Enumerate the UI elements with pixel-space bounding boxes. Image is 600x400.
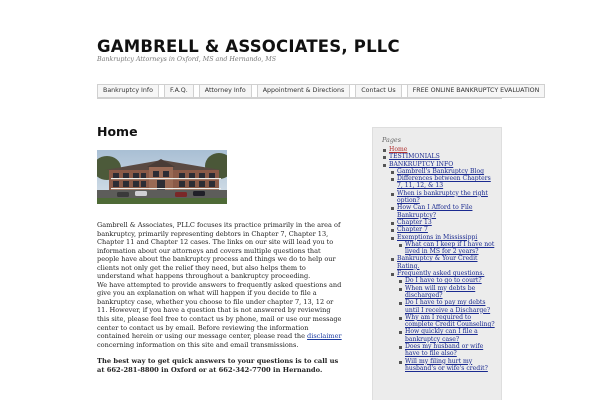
sidebar-link-debts-discharged[interactable]: When will my debts be discharged? (405, 284, 476, 299)
list-item (382, 168, 495, 175)
office-building-photo (97, 150, 227, 204)
list-item (382, 226, 495, 233)
list-item (382, 146, 495, 153)
sidebar-link-chapter-differences[interactable]: Differences between Chapters 7, 11, 12, & 13 (397, 175, 491, 190)
list-item (382, 299, 495, 314)
nav-attorney-info[interactable]: Attorney Info (200, 85, 252, 98)
site-description: Bankruptcy Attorneys in Oxford, MS and Hernando, MS (97, 56, 277, 63)
list-item (382, 358, 495, 373)
list-item (382, 270, 495, 277)
site-title[interactable]: GAMBRELL & ASSOCIATES, PLLC (97, 37, 400, 56)
sidebar-link-right-option[interactable]: When is bankruptcy the right option? (397, 189, 488, 205)
list-item (382, 255, 495, 270)
disclaimer-link[interactable]: disclaimer (307, 332, 342, 341)
sidebar-link-not-lived-in-ms[interactable]: What can I keep if I have not lived in MS for 2 years? (405, 240, 495, 256)
office-building-image (97, 150, 227, 204)
list-item (382, 161, 495, 168)
list-item (382, 314, 495, 329)
main-nav (97, 84, 545, 98)
nav-free-evaluation[interactable]: FREE ONLINE BANKRUPTCY EVALUATION (408, 85, 546, 98)
sidebar-link-faq[interactable]: Frequently asked questions. (397, 270, 485, 278)
nav-appointment-directions[interactable]: Appointment & Directions (258, 85, 350, 98)
list-item (382, 234, 495, 241)
nav-faq[interactable]: F.A.Q. (165, 85, 194, 98)
intro-text-b: We have attempted to provide answers to frequently asked questions and give you an explanation on what will happen if you decide to file a bankruptcy case, whether you choose to file under chapter 7, 13, 12 or 11. However, if you have a question that is not answered by reviewing this site, please feel free to contact us by phone, mail or use our message center to contact us by email. Before reviewing the information contained herein or using our message center, please read the (97, 280, 342, 341)
sidebar-link-bankruptcy-info[interactable]: BANKRUPTCY INFO (389, 160, 454, 168)
list-item (382, 343, 495, 358)
phone-callout: The best way to get quick answers to your questions is to call us at 662-281-8800 in Oxford or at 662-342-7700 in Hernando. (97, 357, 339, 374)
sidebar-link-credit-rating[interactable]: Bankruptcy & Your Credit Rating. (397, 255, 478, 270)
sidebar-link-home[interactable]: Home (389, 146, 408, 153)
nav-divider (97, 98, 502, 99)
main-content (97, 221, 342, 374)
list-item (382, 153, 495, 160)
sidebar-link-spouse-credit[interactable]: Will my filing hurt my husband's or wife's credit? (405, 357, 488, 372)
sidebar-link-pay-until-discharge[interactable]: Do I have to pay my debts until I receive a Discharge? (405, 299, 491, 314)
list-item (382, 285, 495, 300)
sidebar-link-exemptions[interactable]: Exemptions in Mississippi (397, 233, 478, 241)
sidebar-link-credit-counseling[interactable]: Why am I required to complete Credit Counseling? (405, 313, 495, 329)
list-item (382, 241, 495, 256)
pages-sidebar (372, 127, 502, 400)
sidebar-link-how-quickly[interactable]: How quickly can I file a bankruptcy case? (405, 328, 478, 343)
nav-bankruptcy-info[interactable]: Bankruptcy Info (98, 85, 159, 98)
sidebar-link-chapter-7[interactable]: Chapter 7 (397, 226, 428, 234)
list-item (382, 277, 495, 284)
list-item (382, 190, 495, 205)
sidebar-link-go-to-court[interactable]: Do I have to go to court? (405, 277, 482, 285)
list-item (382, 175, 495, 190)
list-item (382, 219, 495, 226)
pages-list (382, 146, 495, 372)
intro-text-c: concerning information on this site and email transmissions. (97, 340, 299, 349)
sidebar-heading: Pages (382, 136, 401, 144)
sidebar-link-spouse-file[interactable]: Does my husband or wife have to file also? (405, 343, 484, 358)
list-item (382, 204, 495, 219)
intro-paragraph (97, 221, 342, 349)
sidebar-link-chapter-13[interactable]: Chapter 13 (397, 218, 432, 226)
intro-text-a: Gambrell & Associates, PLLC focuses its practice primarily in the area of bankruptcy, primarily representing debtors in Chapter 7, Chapter 13, Chapter 11 and Chapter 12 cases. The links on our site will lead you to information about our attorneys and covers multiple questions that people have about the bankruptcy process and things we do to help our clients not only get the relief they need, but also helps them to understand what happens throughout a bankruptcy proceeding. (97, 221, 341, 281)
page-title: Home (97, 124, 138, 139)
sidebar-link-blog[interactable]: Gambrell's Bankruptcy Blog (397, 167, 485, 175)
sidebar-link-testimonials[interactable]: TESTIMONIALS (389, 153, 440, 161)
nav-contact-us[interactable]: Contact Us (356, 85, 401, 98)
sidebar-link-afford-to-file[interactable]: How Can I Afford to File Bankruptcy? (397, 204, 473, 219)
list-item (382, 328, 495, 343)
